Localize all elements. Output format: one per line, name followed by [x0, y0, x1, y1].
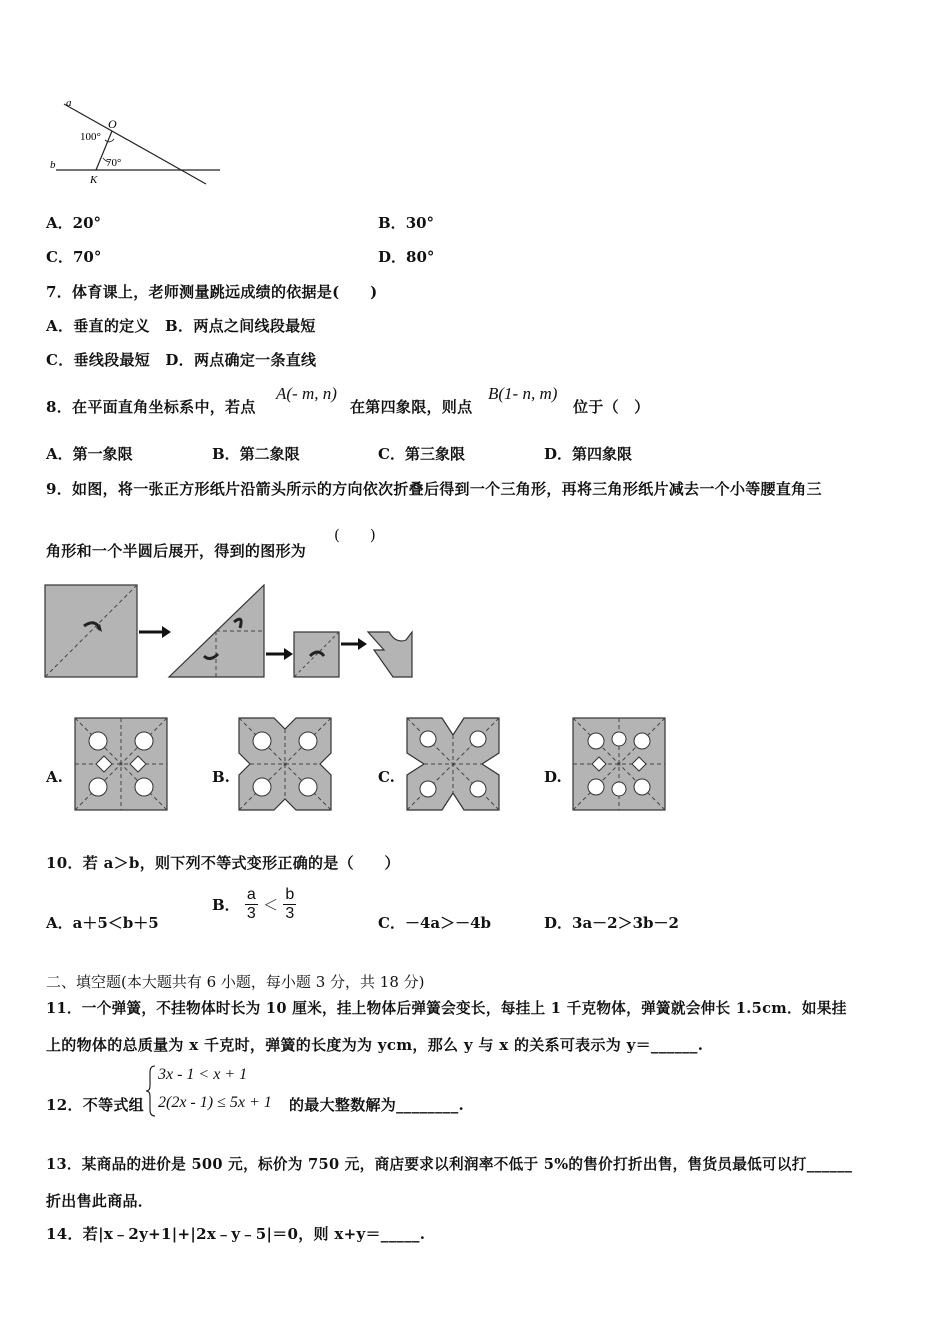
label-k: K: [90, 174, 98, 186]
q8-option-c[interactable]: C．第三象限: [378, 445, 465, 463]
q9-option-b-label: B.: [212, 768, 230, 786]
section-2-title: 二、填空题(本大题共有 6 小题，每小题 3 分，共 18 分): [46, 973, 425, 991]
folding-process-figure: [44, 584, 416, 680]
q7-options-line2[interactable]: C．垂线段最短 D．两点确定一条直线: [46, 351, 317, 369]
q6-option-b[interactable]: B．30°: [378, 214, 435, 232]
q9-option-b-figure[interactable]: [238, 717, 332, 811]
paper-cut-shape: [368, 632, 412, 677]
q10-stem: 10．若 a＞b，则下列不等式变形正确的是（ ）: [46, 854, 400, 872]
q9-option-c-label: C.: [378, 768, 395, 786]
q12-prefix: 12．不等式组: [46, 1096, 144, 1114]
q11-line2: 上的物体的总质量为 x 千克时，弹簧的长度为为 ycm，那么 y 与 x 的关系可表示为 y＝______.: [46, 1036, 704, 1054]
line-a: [64, 104, 206, 184]
q8-option-b[interactable]: B．第二象限: [212, 445, 300, 463]
q10-option-a[interactable]: A．a＋5＜b＋5: [46, 914, 159, 932]
q13-line2: 折出售此商品．: [46, 1192, 154, 1210]
q12-suffix: 的最大整数解为________.: [289, 1096, 465, 1114]
q9-stem-line1: 9．如图，将一张正方形纸片沿箭头所示的方向依次折叠后得到一个三角形，再将三角形纸片减去一个小等腰直角三: [46, 480, 822, 498]
q11-line1: 11．一个弹簧，不挂物体时长为 10 厘米，挂上物体后弹簧会变长，每挂上 1 千克物体，弹簧就会伸长 1.5cm．如果挂: [46, 1000, 847, 1017]
q9-option-d-label: D.: [544, 768, 562, 786]
q10-option-c[interactable]: C．－4a＞－4b: [378, 914, 492, 932]
label-o: O: [108, 117, 117, 131]
q6-option-c[interactable]: C．70°: [46, 248, 102, 266]
q8-option-a[interactable]: A．第一象限: [46, 445, 133, 463]
q8-stem-part3: 位于（ ）: [573, 398, 650, 416]
q6-option-a[interactable]: A．20°: [46, 214, 102, 232]
q8-stem-part2: 在第四象限，则点: [350, 398, 473, 416]
angle-70-label: 70°: [106, 157, 122, 169]
q9-option-c-figure[interactable]: [406, 717, 500, 811]
fraction-a-over-3: $\frac{a}{3}$: [246, 886, 256, 922]
q7-stem: 7．体育课上，老师测量跳远成绩的依据是( ): [46, 283, 378, 301]
q8-option-d[interactable]: D．第四象限: [544, 445, 633, 463]
label-b: b: [50, 159, 56, 171]
label-a: a: [66, 97, 72, 109]
q9-stem-line2: 角形和一个半圆后展开，得到的图形为: [46, 542, 307, 560]
angle-figure: [48, 92, 223, 187]
brace-icon: [146, 1065, 156, 1117]
q13-line1: 13．某商品的进价是 500 元，标价为 750 元，商店要求以利润率不低于 5%的售价打折出售，售货员最低可以打______: [46, 1156, 853, 1173]
q14-text: 14．若|x﹣2y+1|+|2x﹣y﹣5|＝0，则 x+y＝_____.: [46, 1225, 426, 1243]
q10-option-d[interactable]: D．3a－2＞3b－2: [544, 914, 679, 932]
q9-option-a-figure[interactable]: [74, 717, 168, 811]
q8-point-b: B(1- n, m): [488, 384, 558, 403]
q8-point-a: A(- m, n): [276, 384, 337, 403]
q10-option-b[interactable]: B． $\frac{a}{3}$ ＜ $\frac{b}{3}$: [212, 886, 295, 922]
q6-option-d[interactable]: D．80°: [378, 248, 435, 266]
q8-stem-part1: 8．在平面直角坐标系中，若点: [46, 398, 256, 416]
q12-inequality-1: 3x - 1 < x + 1: [158, 1066, 248, 1083]
q12-inequality-2: 2(2x - 1) ≤ 5x + 1: [158, 1094, 272, 1111]
angle-100-label: 100°: [80, 131, 101, 143]
q9-option-a-label: A.: [46, 768, 63, 786]
q9-option-d-figure[interactable]: [572, 717, 666, 811]
fraction-b-over-3: $\frac{b}{3}$: [285, 886, 295, 922]
q7-options-line1[interactable]: A．垂直的定义 B．两点之间线段最短: [46, 317, 316, 335]
q9-answer-paren: ( ): [334, 526, 376, 544]
